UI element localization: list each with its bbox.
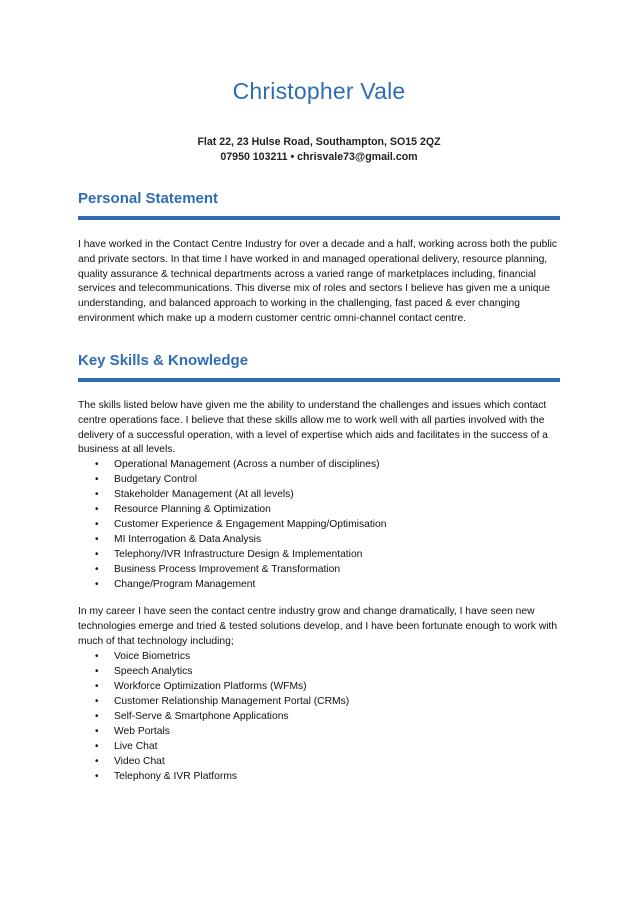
- section-divider: [78, 216, 560, 220]
- candidate-name: Christopher Vale: [232, 78, 406, 104]
- bullet-icon: •: [95, 564, 99, 575]
- bullet-icon: •: [95, 489, 99, 500]
- list-item: • Operational Management (Across a number of disciplines): [95, 459, 380, 470]
- list-item: • Live Chat: [95, 741, 158, 752]
- list-item: • Speech Analytics: [95, 666, 193, 677]
- bullet-icon: •: [95, 666, 99, 677]
- list-item: • Video Chat: [95, 756, 165, 767]
- bullet-icon: •: [95, 474, 99, 485]
- bullet-icon: •: [95, 459, 99, 470]
- skills-list: [78, 457, 562, 592]
- list-item: • Customer Experience & Engagement Mapping/Optimisation: [95, 519, 387, 530]
- personal-statement-heading: Personal Statement: [78, 190, 219, 207]
- list-item: • Telephony/IVR Infrastructure Design & Implementation: [95, 549, 363, 560]
- key-skills-intro: The skills listed below have given me the ability to understand the challenges and issues which contact centre operations face. I believe that these skills allow me to work well with all parties involved with the delivery of a successful operation, with a level of expertise which aids and facilitates in the success of a business at all levels.: [78, 400, 548, 456]
- list-item: • Business Process Improvement & Transformation: [95, 564, 341, 575]
- career-text: In my career I have seen the contact centre industry grow and change dramatically, I have seen new technologies emerge and tried & tested solutions develop, and I have been fortunate enough to work with much of that technology including;: [78, 606, 558, 647]
- bullet-icon: •: [95, 696, 99, 707]
- list-item: • Voice Biometrics: [95, 651, 191, 662]
- list-item: • Stakeholder Management (At all levels): [95, 489, 294, 500]
- list-item: • Telephony & IVR Platforms: [95, 771, 238, 782]
- phone-email: 07950 103211 • chrisvale73@gmail.com: [220, 151, 418, 163]
- list-item: • Customer Relationship Management Portal (CRMs): [95, 696, 350, 707]
- list-item: • Web Portals: [95, 726, 170, 737]
- bullet-icon: •: [95, 534, 99, 545]
- section-divider: [78, 378, 560, 382]
- bullet-icon: •: [95, 726, 99, 737]
- list-item: • Resource Planning & Optimization: [95, 504, 271, 515]
- bullet-icon: •: [95, 579, 99, 590]
- bullet-icon: •: [95, 756, 99, 767]
- bullet-icon: •: [95, 651, 99, 662]
- bullet-icon: •: [95, 771, 99, 782]
- bullet-icon: •: [95, 711, 99, 722]
- bullet-icon: •: [95, 549, 99, 560]
- list-item: • Self-Serve & Smartphone Applications: [95, 711, 289, 722]
- list-item: • Budgetary Control: [95, 474, 197, 485]
- list-item: • MI Interrogation & Data Analysis: [95, 534, 262, 545]
- list-item: • Workforce Optimization Platforms (WFMs): [95, 681, 307, 692]
- bullet-icon: •: [95, 681, 99, 692]
- technologies-list: [78, 649, 562, 784]
- bullet-icon: •: [95, 519, 99, 530]
- key-skills-heading: Key Skills & Knowledge: [78, 352, 249, 369]
- list-item: • Change/Program Management: [95, 579, 256, 590]
- address: Flat 22, 23 Hulse Road, Southampton, SO15 2QZ: [197, 136, 441, 148]
- bullet-icon: •: [95, 741, 99, 752]
- bullet-icon: •: [95, 504, 99, 515]
- personal-statement-text: I have worked in the Contact Centre Industry for over a decade and a half, working across both the public and private sectors. In that time I have worked in and managed operational delivery, resource planning, quality assurance & technical departments across a varied range of marketplaces including, financial services and telecommunications. This diverse mix of roles and sectors I believe has given me a unique understanding, and balanced approach to working in the challenging, fast paced & ever changing environment which make up a modern customer centric omni-channel contact centre.: [78, 239, 558, 324]
